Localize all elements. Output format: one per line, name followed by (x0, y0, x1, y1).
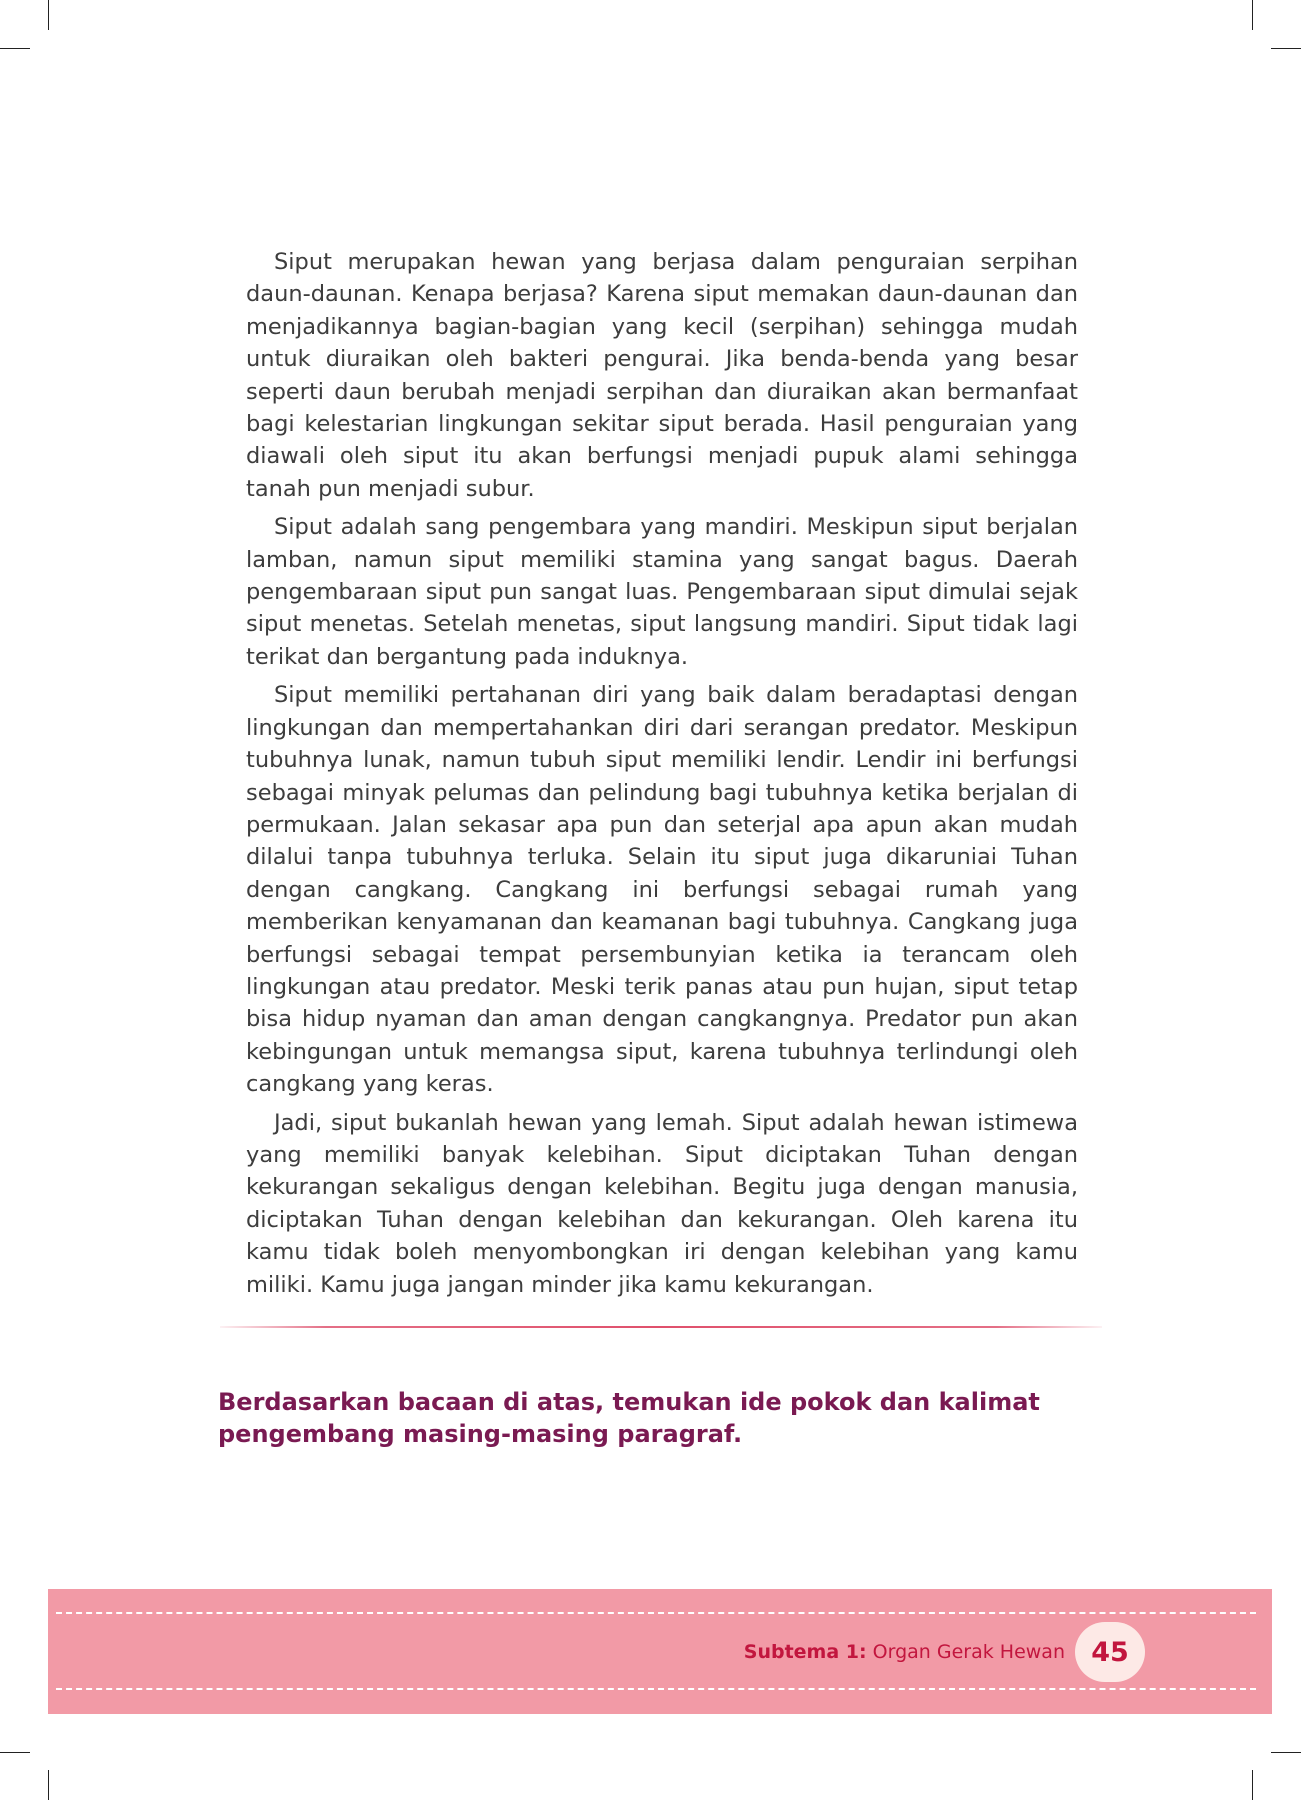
footer-dashed-line-bottom (56, 1688, 1256, 1690)
crop-mark-top-right-h (1271, 48, 1301, 49)
page-number: 45 (1075, 1622, 1145, 1682)
footer-dashed-line-top (56, 1612, 1256, 1614)
reading-passage (246, 246, 1078, 1307)
paragraph-1: Siput merupakan hewan yang berjasa dalam penguraian serpihan daun-daunan. Kenapa berjasa? Karena siput memakan daun-daunan dan menjadikannya bagian-bagian yang kecil (serpihan) sehingga mudah untuk diuraikan oleh bakteri pengurai. Jika benda-benda yang besar seperti daun berubah menjadi serpihan dan diuraikan akan bermanfaat bagi kelestarian lingkungan sekitar siput berada. Hasil penguraian yang diawali oleh siput itu akan berfungsi menjadi pupuk alami sehingga tanah pun menjadi subur. (246, 249, 1078, 502)
crop-mark-top-left-v (48, 0, 49, 30)
crop-mark-bottom-left-h (0, 1752, 30, 1753)
crop-mark-bottom-right-v (1252, 1770, 1253, 1800)
footer-subtheme (744, 1640, 1065, 1664)
exercise-instruction: Berdasarkan bacaan di atas, temukan ide pokok dan kalimat pengembang masing-masing paragraf. (218, 1388, 1040, 1448)
subtheme-label: Subtema 1: (743, 1641, 867, 1663)
paragraph-2: Siput adalah sang pengembara yang mandiri. Meskipun siput berjalan lamban, namun siput memiliki stamina yang sangat bagus. Daerah pengembaraan siput pun sangat luas. Pengembaraan siput dimulai sejak siput menetas. Setelah menetas, siput langsung mandiri. Siput tidak lagi terikat dan bergantung pada induknya. (246, 514, 1078, 670)
crop-mark-bottom-left-v (48, 1770, 49, 1800)
subtheme-title: Organ Gerak Hewan (872, 1641, 1065, 1663)
section-divider (220, 1326, 1102, 1328)
crop-mark-bottom-right-h (1271, 1752, 1301, 1753)
crop-mark-top-left-h (0, 48, 30, 49)
crop-mark-top-right-v (1252, 0, 1253, 30)
paragraph-3: Siput memiliki pertahanan diri yang baik dalam beradaptasi dengan lingkungan dan mempertahankan diri dari serangan predator. Meskipun tubuhnya lunak, namun tubuh siput memiliki lendir. Lendir ini berfungsi sebagai minyak pelumas dan pelindung bagi tubuhnya ketika berjalan di permukaan. Jalan sekasar apa pun dan seterjal apa apun akan mudah dilalui tanpa tubuhnya terluka. Selain itu siput juga dikaruniai Tuhan dengan cangkang. Cangkang ini berfungsi sebagai rumah yang memberikan kenyamanan dan keamanan bagi tubuhnya. Cangkang juga berfungsi sebagai tempat persembunyian ketika ia terancam oleh lingkungan atau predator. Meski terik panas atau pun hujan, siput tetap bisa hidup nyaman dan aman dengan cangkangnya. Predator pun akan kebingungan untuk memangsa siput, karena tubuhnya terlindungi oleh cangkang yang keras. (246, 682, 1078, 1098)
paragraph-4: Jadi, siput bukanlah hewan yang lemah. Siput adalah hewan istimewa yang memiliki banyak kelebihan. Siput diciptakan Tuhan dengan kekurangan sekaligus dengan kelebihan. Begitu juga dengan manusia, diciptakan Tuhan dengan kelebihan dan kekurangan. Oleh karena itu kamu tidak boleh menyombongkan iri dengan kelebihan yang kamu miliki. Kamu juga jangan minder jika kamu kekurangan. (246, 1109, 1078, 1298)
